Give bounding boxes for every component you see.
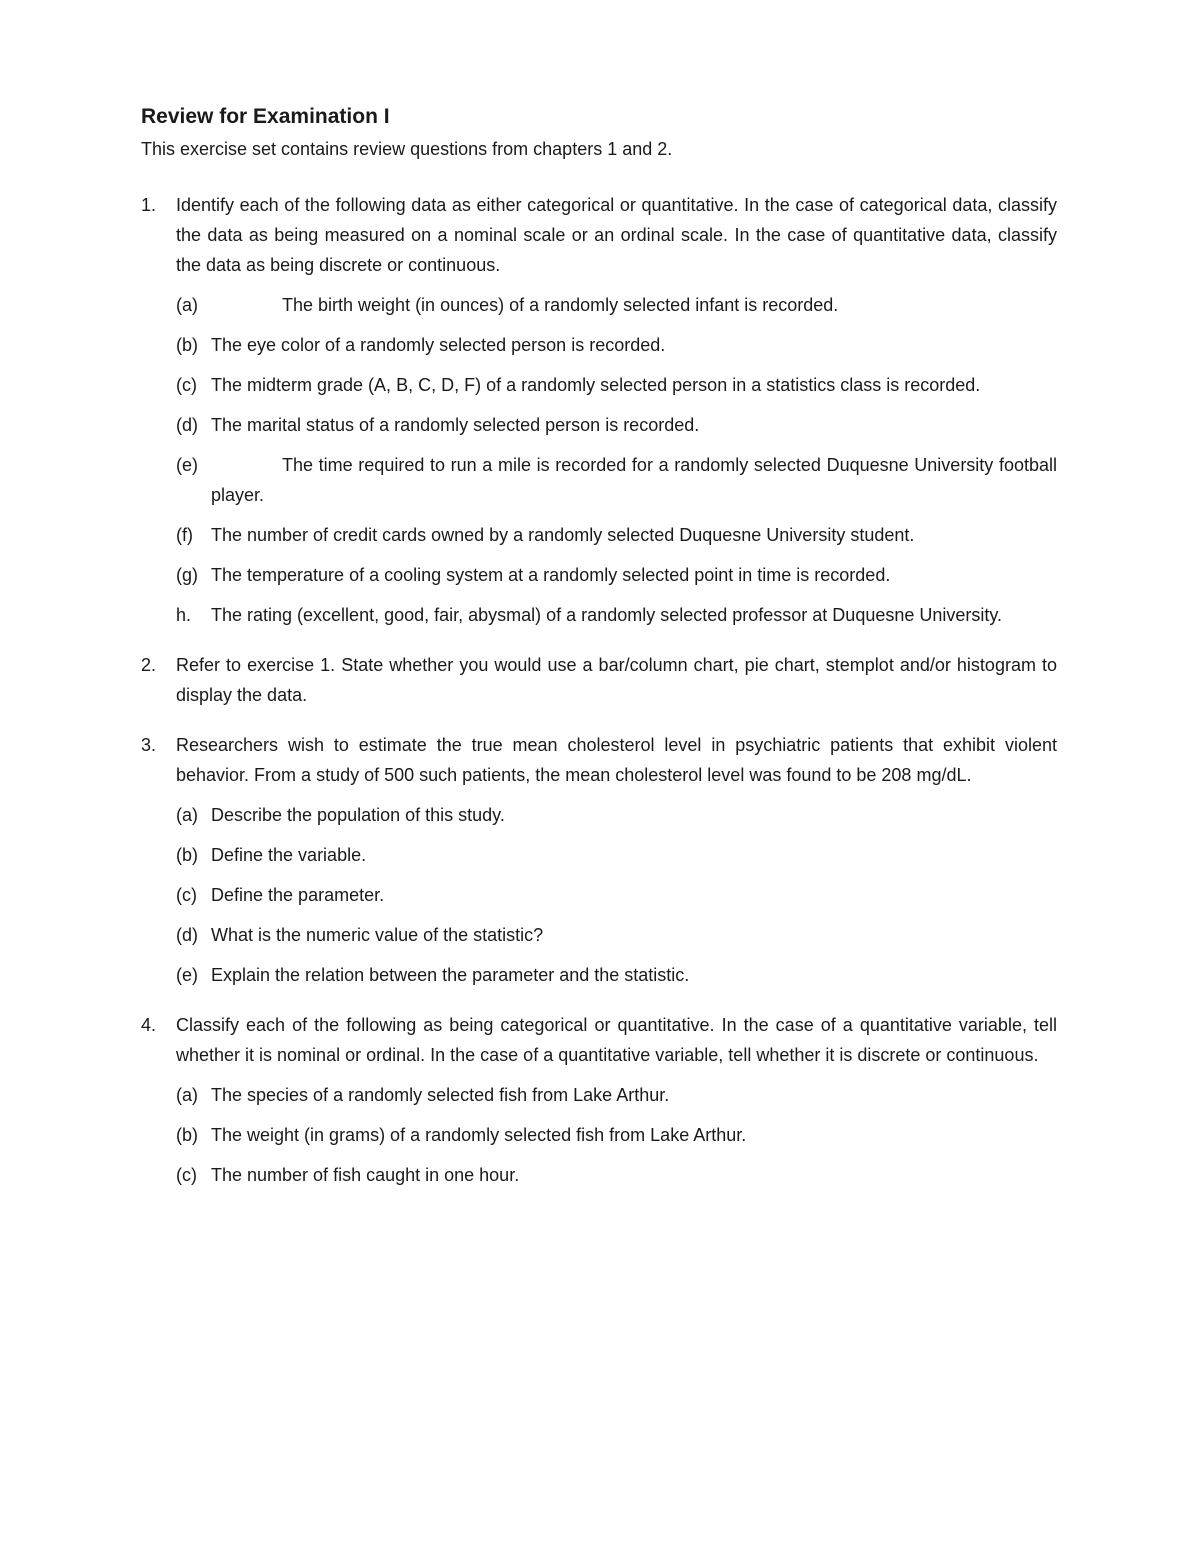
question-number: 2. [141,655,157,675]
item-label: (c) [176,885,197,905]
item-text: The rating (excellent, good, fair, abysmal) of a randomly selected professor at Duquesne University. [211,605,1003,625]
question-2 [141,650,1057,710]
item-label: (e) [176,965,198,985]
question-item [141,920,1057,950]
question-item [141,410,1057,440]
question-item [141,840,1057,870]
question-item [141,330,1057,360]
item-label: (a) [176,1085,198,1105]
item-text: The species of a randomly selected fish from Lake Arthur. [211,1085,670,1105]
item-text: The number of credit cards owned by a randomly selected Duquesne University student. [211,525,915,545]
question-4 [141,1010,1057,1190]
item-label: (c) [176,1165,197,1185]
question-item [141,520,1057,550]
document-title: Review for Examination I [141,105,390,128]
item-label: (b) [176,845,198,865]
question-4-text-block [141,1010,1057,1070]
question-text: Classify each of the following as being categorical or quantitative. In the case of a quantitative variable, tell whether it is nominal or ordinal. In the case of a quantitative variable, tell whether it is discrete or continuous. [176,1015,1057,1065]
item-text: The temperature of a cooling system at a randomly selected point in time is recorded. [211,565,891,585]
question-item [141,1120,1057,1150]
item-label: (e) [176,455,198,475]
question-2-text-block [141,650,1057,710]
question-item [141,1080,1057,1110]
question-number: 1. [141,195,157,215]
item-label: (b) [176,1125,198,1145]
question-3-text-block [141,730,1057,790]
item-text: The time required to run a mile is recorded for a randomly selected Duquesne University football player. [211,455,1057,505]
item-text: The midterm grade (A, B, C, D, F) of a randomly selected person in a statistics class is recorded. [211,375,981,395]
item-text: Describe the population of this study. [211,805,505,825]
item-text: The marital status of a randomly selected person is recorded. [211,415,700,435]
question-item [141,960,1057,990]
question-number: 3. [141,735,157,755]
question-item [141,600,1057,630]
question-1-text-block [141,190,1057,280]
question-1 [141,190,1057,630]
question-3 [141,730,1057,990]
item-text: Define the parameter. [211,885,385,905]
question-item [141,290,1057,320]
item-label: (d) [176,925,198,945]
question-item [141,1160,1057,1190]
question-item [141,560,1057,590]
item-label: (a) [176,805,198,825]
item-text: The number of fish caught in one hour. [211,1165,520,1185]
item-text: The weight (in grams) of a randomly selected fish from Lake Arthur. [211,1125,747,1145]
item-label: (f) [176,525,193,545]
question-item [141,800,1057,830]
item-label: (g) [176,565,198,585]
item-text: Define the variable. [211,845,367,865]
document-intro: This exercise set contains review questions from chapters 1 and 2. [141,139,673,159]
question-item [141,880,1057,910]
question-item [141,370,1057,400]
document-content [141,102,1057,1190]
item-label: (c) [176,375,197,395]
question-number: 4. [141,1015,157,1035]
item-text: What is the numeric value of the statistic? [211,925,544,945]
item-label: (b) [176,335,198,355]
question-text: Researchers wish to estimate the true mean cholesterol level in psychiatric patients that exhibit violent behavior. From a study of 500 such patients, the mean cholesterol level was found to be 208 mg/dL. [176,735,1057,785]
question-item [141,450,1057,510]
item-text: Explain the relation between the parameter and the statistic. [211,965,690,985]
item-text: The birth weight (in ounces) of a randomly selected infant is recorded. [282,295,839,315]
item-label: (a) [176,295,198,315]
item-text: The eye color of a randomly selected person is recorded. [211,335,666,355]
item-label: (d) [176,415,198,435]
item-label: h. [176,605,192,625]
question-text: Refer to exercise 1. State whether you would use a bar/column chart, pie chart, stemplot and/or histogram to display the data. [176,655,1057,705]
question-text: Identify each of the following data as either categorical or quantitative. In the case of categorical data, classify the data as being measured on a nominal scale or an ordinal scale. In the case of quantitative data, classify the data as being discrete or continuous. [176,195,1057,275]
